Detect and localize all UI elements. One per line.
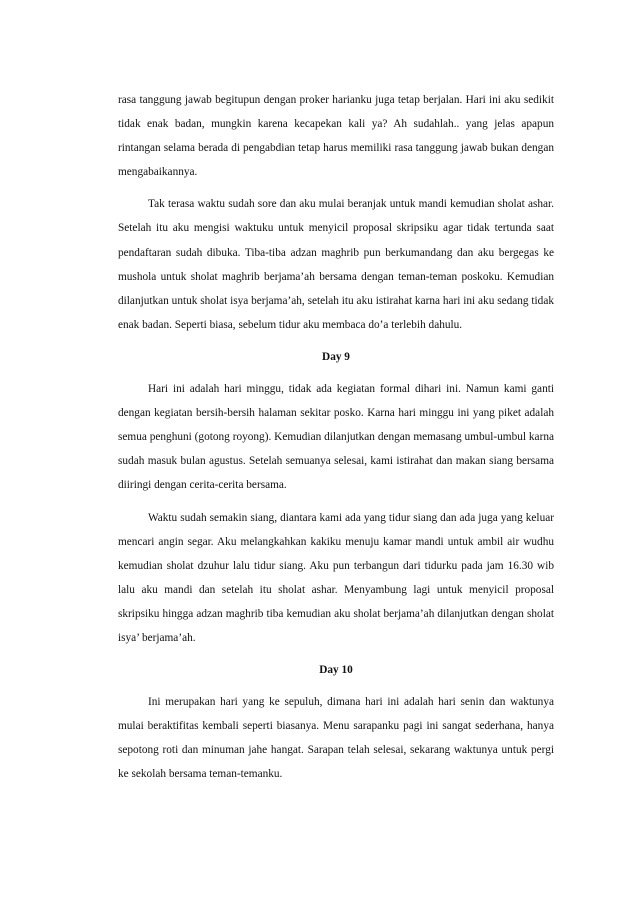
paragraph-continuation: rasa tanggung jawab begitupun dengan proker harianku juga tetap berjalan. Hari ini aku sedikit tidak enak badan, mungkin karena kecapekan kali ya? Ah sudahlah.. yang jelas apapun rintangan selama berada di pengabdian tetap harus memiliki rasa tanggung jawab bukan dengan mengabaikannya.	[118, 94, 554, 179]
paragraph-afternoon: Tak terasa waktu sudah sore dan aku mulai beranjak untuk mandi kemudian sholat ashar. Setelah itu aku mengisi waktuku untuk menyicil proposal skripsiku agar tidak tertunda saat pendaftaran sudah dibuka. Tiba-tiba adzan maghrib pun berkumandang dan aku bergegas ke mushola untuk sholat maghrib berjama’ah bersama dengan teman-teman poskoku. Kemudian dilanjutkan untuk sholat isya berjama’ah, setelah itu aku istirahat karna hari ini aku sedang tidak enak badan. Seperti biasa, sebelum tidur aku membaca do’a terlebih dahulu.	[118, 198, 554, 331]
page-body	[118, 88, 554, 787]
paragraph-day10-morning: Ini merupakan hari yang ke sepuluh, dimana hari ini adalah hari senin dan waktunya mulai beraktifitas kembali seperti biasanya. Menu sarapanku pagi ini sangat sederhana, hanya sepotong roti dan minuman jahe hangat. Sarapan telah selesai, sekarang waktunya untuk pergi ke sekolah bersama teman-temanku.	[118, 696, 554, 781]
day-heading-10: Day 10	[319, 664, 353, 677]
day-heading-9: Day 9	[322, 350, 350, 363]
paragraph-day9-morning: Hari ini adalah hari minggu, tidak ada kegiatan formal dihari ini. Namun kami ganti dengan kegiatan bersih-bersih halaman sekitar posko. Karna hari minggu ini yang piket adalah semua penghuni (gotong royong). Kemudian dilanjutkan dengan memasang umbul-umbul karna sudah masuk bulan agustus. Setelah semuanya selesai, kami istirahat dan makan siang bersama diiringi dengan cerita-cerita bersama.	[118, 383, 554, 492]
paragraph-day9-afternoon: Waktu sudah semakin siang, diantara kami ada yang tidur siang dan ada juga yang keluar mencari angin segar. Aku melangkahkan kakiku menuju kamar mandi untuk ambil air wudhu kemudian sholat dzuhur lalu tidur siang. Aku pun terbangun dari tidurku pada jam 16.30 wib lalu aku mandi dan setelah itu sholat ashar. Menyambung lagi untuk menyicil proposal skripsiku hingga adzan maghrib tiba kemudian aku sholat berjama’ah dilanjutkan dengan sholat isya’ berjama’ah.	[118, 511, 554, 644]
